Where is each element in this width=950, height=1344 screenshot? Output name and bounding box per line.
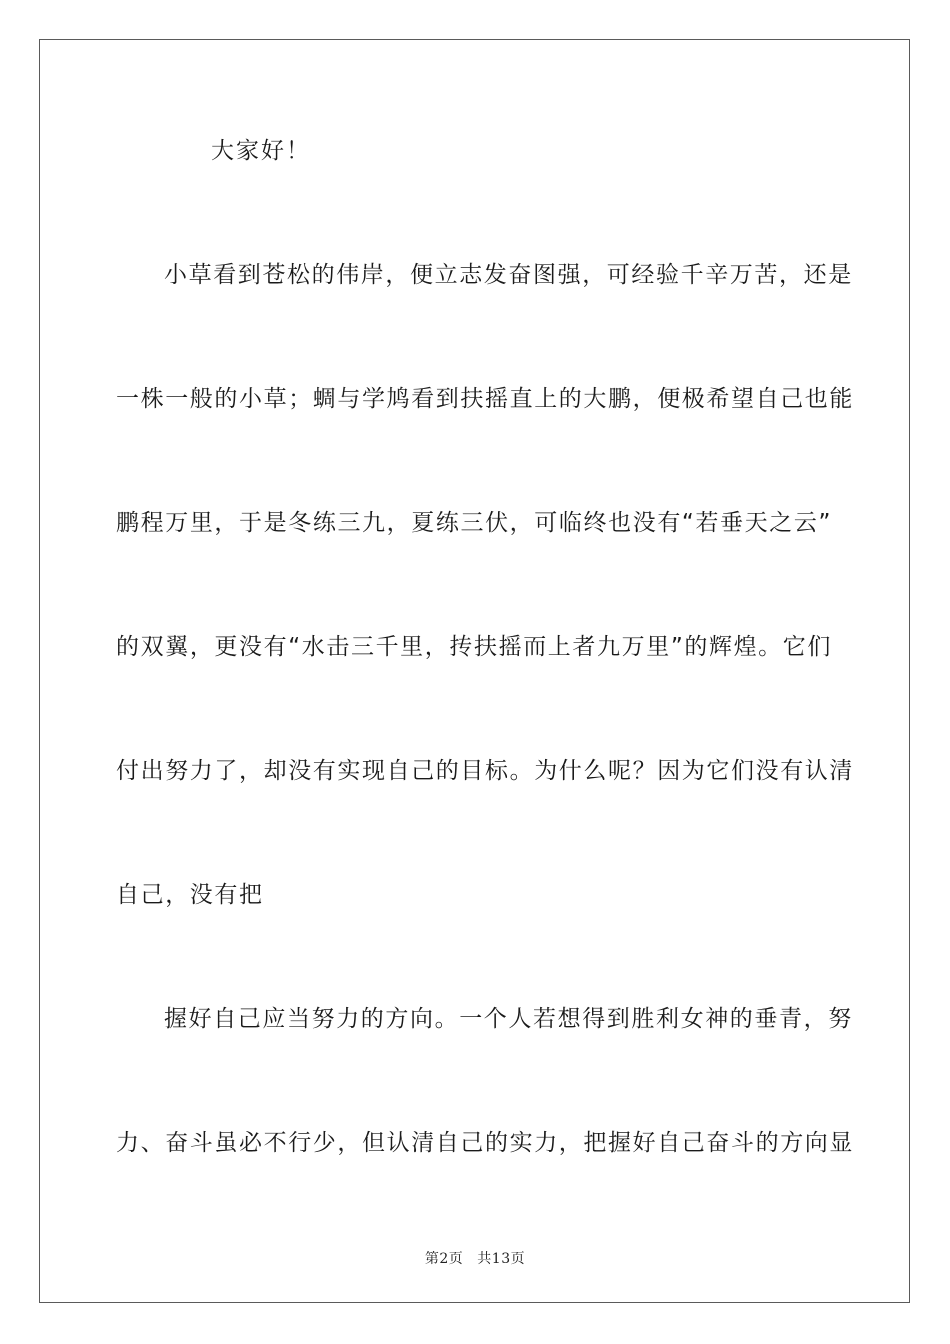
paragraph-line: 鹏程万里，于是冬练三九，夏练三伏，可临终也没有“若垂天之云”: [116, 510, 832, 536]
paragraph-line: 自己，没有把: [116, 882, 264, 908]
paragraph-line: 的双翼，更没有“水击三千里，抟扶摇而上者九万里”的辉煌。它们: [116, 634, 832, 660]
page-number: 第2页: [424, 1251, 464, 1267]
page-total: 共13页: [477, 1251, 526, 1267]
paragraph-line: 握好自己应当努力的方向。一个人若想得到胜利女神的垂青，努: [164, 1006, 853, 1032]
greeting: 大家好！: [211, 138, 311, 164]
paragraph-line: 小草看到苍松的伟岸，便立志发奋图强，可经验千辛万苦，还是: [164, 262, 853, 288]
paragraph-line: 一株一般的小草；蜩与学鸠看到扶摇直上的大鹏，便极希望自己也能: [116, 386, 854, 412]
page-frame: [39, 39, 910, 1303]
page-footer: [0, 1248, 950, 1268]
paragraph-line: 力、奋斗虽必不行少，但认清自己的实力，把握好自己奋斗的方向显: [116, 1130, 854, 1156]
paragraph-line: 付出努力了，却没有实现自己的目标。为什么呢？因为它们没有认清: [116, 758, 854, 784]
